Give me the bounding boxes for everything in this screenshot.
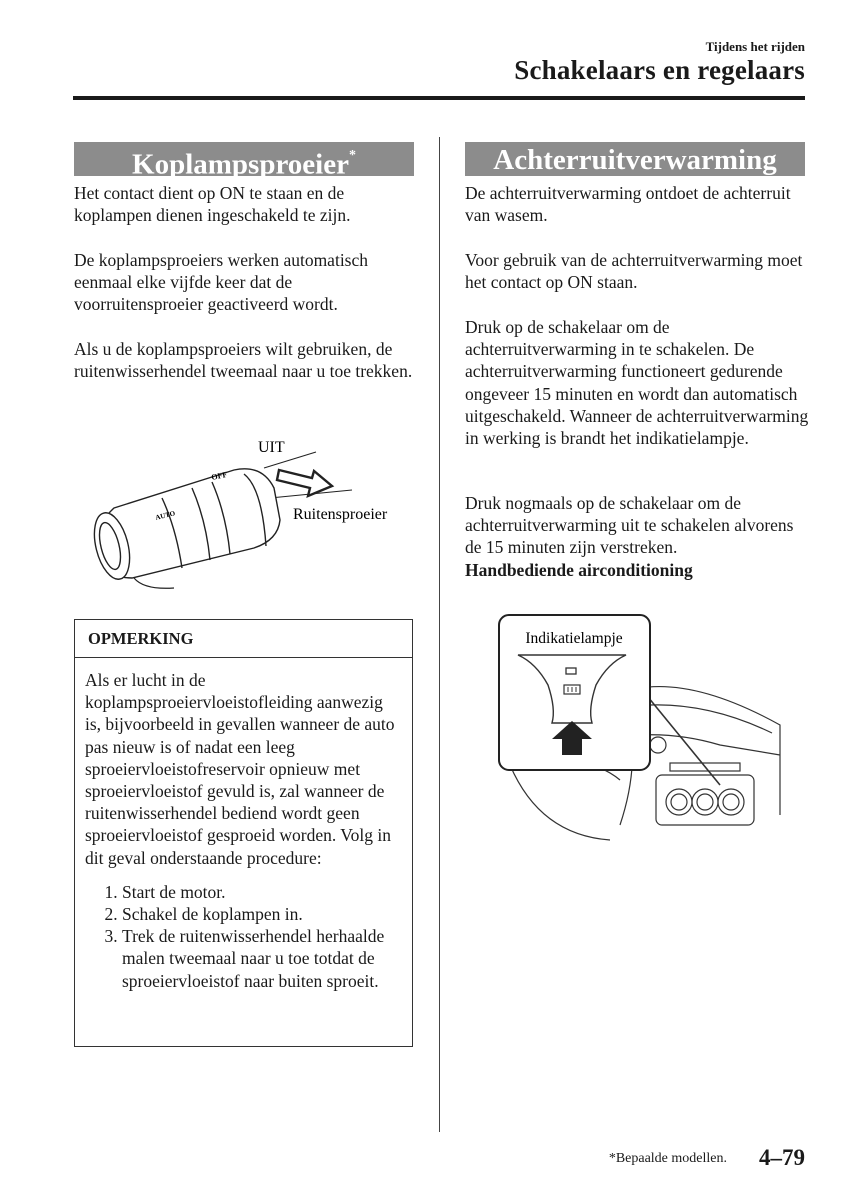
section-title-rear-defroster bbox=[465, 142, 805, 176]
note-text: Als er lucht in de koplampsproeiervloeistofleiding aanwezig is, bijvoorbeeld in gevallen wanneer de auto pas nieuw is of nadat een leeg sproeiervloeistofreservoir opnieuw met sproeiervloeistof gevuld is, zal wanneer de ruitenwisserhendel bediend wordt geen sproeiervloeistof gesproeid worden. Volg in dit geval onderstaande procedure: bbox=[85, 670, 395, 868]
right-paragraph-2: Voor gebruik van de achterruitverwarming moet het contact op ON staan. bbox=[465, 250, 803, 293]
section-title-text: Achterruitverwarming bbox=[493, 144, 777, 176]
right-paragraph-4: Druk nogmaals op de schakelaar om de achterruitverwarming uit te schakelen alvorens de 15 minuten zijn verstreken. bbox=[465, 493, 794, 558]
climate-dial-right-inner bbox=[723, 794, 739, 810]
running-header-chapter: Schakelaars en regelaars bbox=[514, 55, 805, 85]
page-number: 4–79 bbox=[759, 1145, 805, 1170]
right-subheading: Handbediende airconditioning bbox=[465, 560, 693, 580]
column-divider bbox=[439, 137, 440, 1132]
label-off: UIT bbox=[258, 439, 285, 456]
wiper-lever-illustration bbox=[84, 428, 414, 596]
climate-dial-left-inner bbox=[671, 794, 687, 810]
note-heading: OPMERKING bbox=[75, 620, 412, 658]
lever-marking-off: OFF bbox=[210, 469, 229, 482]
left-paragraph-3: Als u de koplampsproeiers wilt gebruiken, de ruitenwisserhendel tweemaal naar u toe trekken. bbox=[74, 339, 413, 382]
running-header-section: Tijdens het rijden bbox=[705, 39, 805, 54]
right-paragraph-3: Druk op de schakelaar om de achterruitverwarming in te schakelen. De achterruitverwarming functioneert gedurende ongeveer 15 minuten en wordt dan automatisch uitgeschakeld. Wanneer de achterruitverwarming in werking is brandt het indikatielampje. bbox=[465, 317, 809, 449]
section-title-text: Koplampsproeier bbox=[132, 148, 349, 181]
steering-wheel-rim bbox=[510, 765, 610, 840]
label-washer: Ruitensproeier bbox=[293, 506, 388, 523]
indicator-lamp bbox=[566, 668, 576, 674]
pull-arrow-icon bbox=[277, 470, 332, 496]
left-paragraph-1: Het contact dient op ON te staan en de koplampen dienen ingeschakeld te zijn. bbox=[74, 183, 351, 226]
note-box bbox=[74, 619, 413, 1047]
header-rule bbox=[73, 96, 805, 100]
section-title-headlamp-washer bbox=[74, 142, 414, 181]
optional-equipment-mark: * bbox=[348, 148, 356, 163]
footnote: *Bepaalde modellen. bbox=[608, 1151, 727, 1166]
climate-dial-center bbox=[692, 789, 718, 815]
climate-dial-left bbox=[666, 789, 692, 815]
note-steps bbox=[85, 881, 402, 992]
stalk-base-line bbox=[134, 578, 174, 588]
dash-line-2 bbox=[650, 705, 772, 733]
note-step-1: 1. Start de motor. bbox=[122, 881, 402, 903]
lever-marking-auto: AUTO bbox=[154, 509, 176, 522]
vent-left bbox=[650, 737, 666, 753]
note-step-2: 2. Schakel de koplampen in. bbox=[122, 903, 402, 925]
note-body bbox=[75, 658, 412, 992]
label-indicator: Indikatielampje bbox=[525, 630, 623, 647]
dashboard-illustration bbox=[480, 605, 805, 845]
right-paragraph-1: De achterruitverwarming ontdoet de achterruit van wasem. bbox=[465, 183, 791, 226]
note-step-3: 3. Trek de ruitenwisserhendel herhaalde malen tweemaal naar u toe totdat de sproeiervloeistof naar buiten sproeit. bbox=[122, 925, 402, 992]
left-paragraph-2: De koplampsproeiers werken automatisch eenmaal elke vijfde keer dat de voorruitensproeier geactiveerd wordt. bbox=[74, 250, 369, 315]
climate-dial-center-inner bbox=[697, 794, 713, 810]
climate-dial-right bbox=[718, 789, 744, 815]
